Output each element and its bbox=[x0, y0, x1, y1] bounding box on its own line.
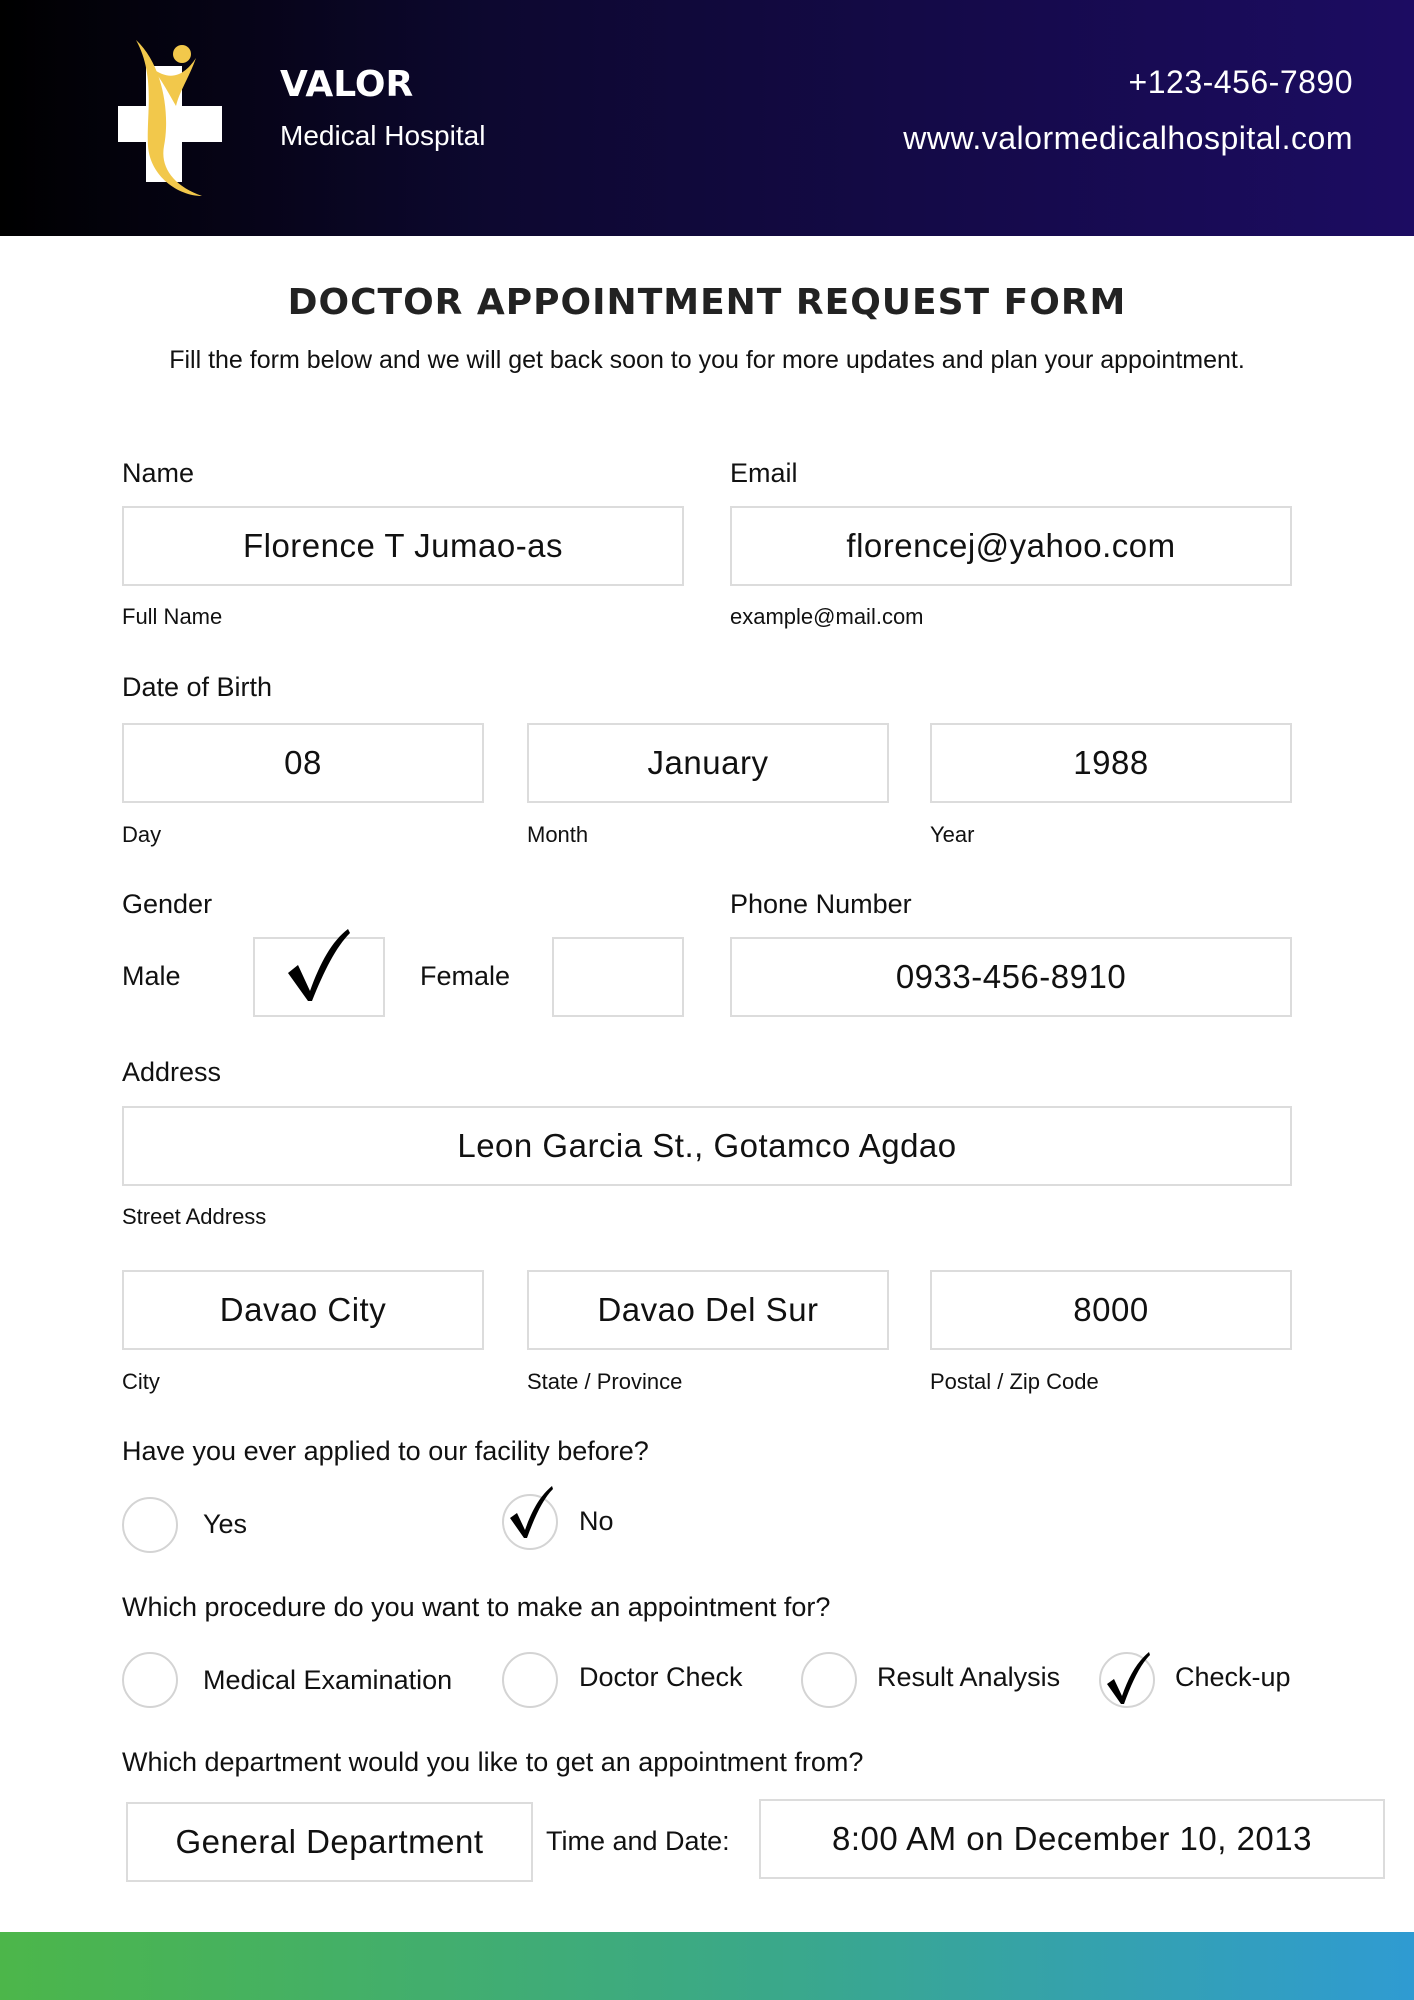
street-address-hint: Street Address bbox=[122, 1204, 267, 1229]
zip-field[interactable]: 8000 bbox=[930, 1270, 1292, 1350]
time-date-label: Time and Date: bbox=[546, 1826, 730, 1856]
time-date-field[interactable]: 8:00 AM on December 10, 2013 bbox=[759, 1799, 1385, 1879]
state-field[interactable]: Davao Del Sur bbox=[527, 1270, 889, 1350]
dob-day-hint: Day bbox=[122, 822, 162, 847]
header-phone: +123-456-7890 bbox=[1128, 64, 1353, 100]
dob-label: Date of Birth bbox=[122, 672, 273, 702]
city-field[interactable]: Davao City bbox=[122, 1270, 484, 1350]
email-field[interactable]: florencej@yahoo.com bbox=[730, 506, 1292, 586]
procedure-result-analysis-label: Result Analysis bbox=[877, 1662, 1061, 1692]
hospital-logo-icon bbox=[118, 36, 243, 196]
procedure-doctor-check-label: Doctor Check bbox=[579, 1662, 743, 1692]
form-title: DOCTOR APPOINTMENT REQUEST FORM bbox=[287, 282, 1127, 323]
street-address-field[interactable]: Leon Garcia St., Gotamco Agdao bbox=[122, 1106, 1292, 1186]
department-question: Which department would you like to get an appointment from? bbox=[122, 1747, 864, 1777]
applied-yes-radio[interactable] bbox=[122, 1497, 178, 1553]
dob-year-field[interactable]: 1988 bbox=[930, 723, 1292, 803]
gender-male-label: Male bbox=[122, 961, 181, 991]
brand-subtitle: Medical Hospital bbox=[280, 120, 486, 151]
dob-month-field[interactable]: January bbox=[527, 723, 889, 803]
gender-male-checkbox[interactable] bbox=[253, 937, 385, 1017]
footer-gradient-bar bbox=[0, 1932, 1414, 2000]
name-field[interactable]: Florence T Jumao-as bbox=[122, 506, 684, 586]
procedure-doctor-check-radio[interactable] bbox=[502, 1652, 558, 1708]
dob-year-hint: Year bbox=[930, 822, 975, 847]
state-hint: State / Province bbox=[527, 1369, 683, 1394]
phone-label: Phone Number bbox=[730, 889, 912, 919]
checkmark-icon bbox=[284, 925, 354, 1005]
procedure-checkup-radio[interactable] bbox=[1099, 1652, 1155, 1708]
department-field[interactable]: General Department bbox=[126, 1802, 533, 1882]
dob-month-hint: Month bbox=[527, 822, 589, 847]
address-label: Address bbox=[122, 1057, 222, 1087]
applied-yes-label: Yes bbox=[203, 1509, 248, 1539]
brand-name: VALOR bbox=[280, 64, 414, 105]
name-label: Name bbox=[122, 458, 195, 488]
checkmark-icon bbox=[1105, 1650, 1151, 1706]
procedure-medical-exam-label: Medical Examination bbox=[203, 1665, 453, 1695]
applied-before-question: Have you ever applied to our facility before? bbox=[122, 1436, 649, 1466]
applied-no-label: No bbox=[579, 1506, 614, 1536]
procedure-result-analysis-radio[interactable] bbox=[801, 1652, 857, 1708]
city-hint: City bbox=[122, 1369, 160, 1394]
email-hint: example@mail.com bbox=[730, 604, 924, 629]
header-website: www.valormedicalhospital.com bbox=[903, 120, 1353, 156]
applied-no-radio[interactable] bbox=[502, 1494, 558, 1550]
form-subtitle: Fill the form below and we will get back soon to you for more updates and plan your appointment. bbox=[169, 346, 1245, 374]
gender-female-label: Female bbox=[420, 961, 511, 991]
zip-hint: Postal / Zip Code bbox=[930, 1369, 1099, 1394]
gender-female-checkbox[interactable] bbox=[552, 937, 684, 1017]
name-hint: Full Name bbox=[122, 604, 223, 629]
dob-day-field[interactable]: 08 bbox=[122, 723, 484, 803]
procedure-checkup-label: Check-up bbox=[1175, 1662, 1291, 1692]
checkmark-icon bbox=[508, 1484, 554, 1540]
phone-field[interactable]: 0933-456-8910 bbox=[730, 937, 1292, 1017]
email-label: Email bbox=[730, 458, 798, 488]
procedure-medical-exam-radio[interactable] bbox=[122, 1652, 178, 1708]
header-banner bbox=[0, 0, 1414, 236]
gender-label: Gender bbox=[122, 889, 213, 919]
procedure-question: Which procedure do you want to make an appointment for? bbox=[122, 1592, 831, 1622]
